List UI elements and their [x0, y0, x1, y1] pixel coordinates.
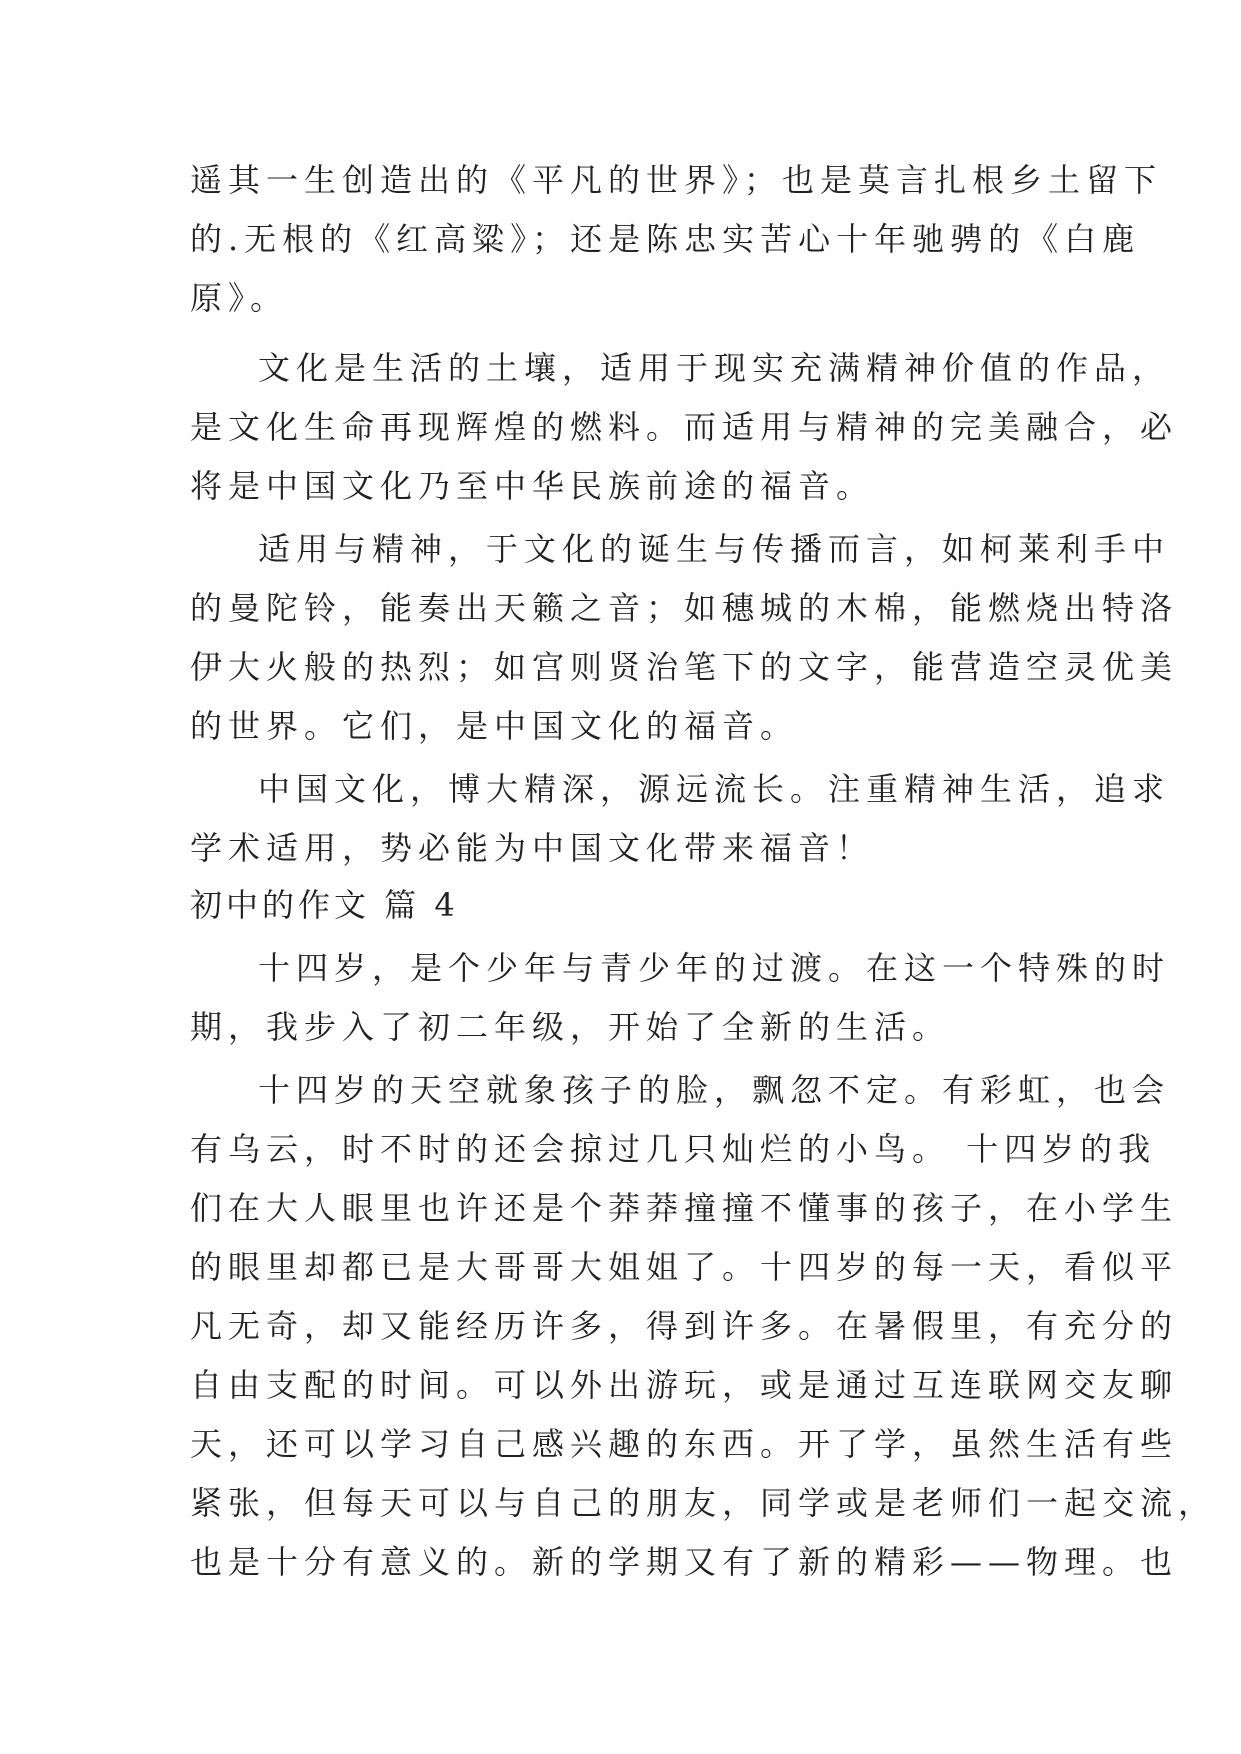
text-line: 自由支配的时间。可以外出游玩，或是通过互连联网交友聊	[190, 1366, 1179, 1404]
text-line: 天，还可以学习自己感兴趣的东西。开了学，虽然生活有些	[190, 1425, 1179, 1463]
text-line: 适用与精神，于文化的诞生与传播而言，如柯莱利手中	[258, 530, 1171, 568]
text-line: 紧张，但每天可以与自己的朋友，同学或是老师们一起交流，	[190, 1484, 1217, 1522]
text-line: 的.无根的《红高粱》；还是陈忠实苦心十年驰骋的《白鹿	[190, 220, 1141, 258]
text-line: 原》。	[190, 279, 289, 317]
text-line: 遥其一生创造出的《平凡的世界》；也是莫言扎根乡土留下	[190, 161, 1163, 199]
text-line: 有乌云，时不时的还会掠过几只灿烂的小鸟。 十四岁的我	[190, 1130, 1157, 1168]
text-line: 文化是生活的土壤，适用于现实充满精神价值的作品，	[258, 349, 1171, 387]
text-line: 的眼里却都已是大哥哥大姐姐了。十四岁的每一天，看似平	[190, 1248, 1179, 1286]
text-line: 也是十分有意义的。新的学期又有了新的精彩——物理。也	[190, 1543, 1179, 1581]
text-line: 是文化生命再现辉煌的燃料。而适用与精神的完美融合，必	[190, 408, 1179, 446]
text-line: 伊大火般的热烈；如宫则贤治笔下的文字，能营造空灵优美	[190, 648, 1179, 686]
section-heading: 初中的作文 篇 4	[190, 886, 459, 924]
text-line: 的世界。它们，是中国文化的福音。	[190, 707, 799, 745]
text-line: 们在大人眼里也许还是个莽莽撞撞不懂事的孩子，在小学生	[190, 1189, 1179, 1227]
text-line: 将是中国文化乃至中华民族前途的福音。	[190, 467, 875, 505]
text-line: 十四岁的天空就象孩子的脸，飘忽不定。有彩虹，也会	[258, 1071, 1171, 1109]
text-line: 期，我步入了初二年级，开始了全新的生活。	[190, 1008, 951, 1046]
text-line: 的曼陀铃，能奏出天籁之音；如穗城的木棉，能燃烧出特洛	[190, 589, 1179, 627]
text-line: 凡无奇，却又能经历许多，得到许多。在暑假里，有充分的	[190, 1307, 1179, 1345]
text-line: 十四岁，是个少年与青少年的过渡。在这一个特殊的时	[258, 949, 1171, 987]
text-line: 中国文化，博大精深，源远流长。注重精神生活，追求	[258, 770, 1171, 808]
text-line: 学术适用，势必能为中国文化带来福音！	[190, 829, 875, 867]
